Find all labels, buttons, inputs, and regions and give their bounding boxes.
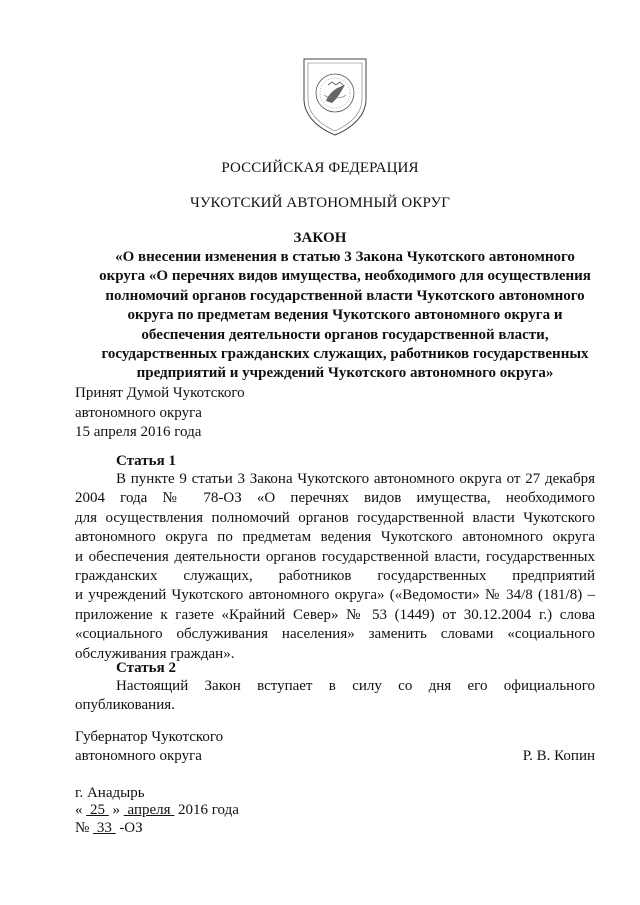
article-1-line: и учреждений Чукотского автономного округа» («Ведомости» № 34/8 (181/8) – (75, 587, 595, 604)
document-type: ЗАКОН (293, 230, 347, 246)
date-month: апреля (127, 802, 171, 818)
article-2-line: Настоящий Закон вступает в силу со дня его официального (116, 678, 595, 694)
article-1-line: для осуществления полномочий органов государственной власти Чукотского (75, 509, 595, 526)
article-1-line: В пункте 9 статьи 3 Закона Чукотского автономного округа от 27 декабря (116, 471, 595, 487)
number-suffix: -ОЗ (119, 820, 143, 836)
city: г. Анадырь (75, 785, 145, 801)
signatory-name: Р. В. Копин (522, 748, 595, 764)
country-name: РОССИЙСКАЯ ФЕДЕРАЦИЯ (221, 160, 419, 176)
title-line: полномочий органов государственной власти Чукотского автономного (105, 287, 585, 304)
title-line: предприятий и учреждений Чукотского автономного округа» (136, 365, 554, 382)
article-1-text (75, 470, 595, 664)
article-1-line: и обеспечения деятельности органов государственной власти, государственных (75, 548, 595, 565)
adopted-date: 15 апреля 2016 года (75, 424, 202, 440)
article-1-line: приложение к газете «Крайний Север» № 53 (1449) от 30.12.2004 г.) слова (75, 606, 595, 623)
article-2-text (75, 677, 595, 716)
title-line: государственных гражданских служащих, работников государственных (101, 346, 589, 363)
title-line: округа «О перечнях видов имущества, необходимого для осуществления (99, 268, 591, 285)
article-1-line: гражданских служащих, работников государственных предприятий (75, 568, 595, 585)
law-title (75, 248, 615, 384)
date-quote: » (112, 802, 120, 818)
law-number (75, 820, 143, 837)
article-2-heading: Статья 2 (116, 660, 176, 676)
title-line: «О внесении изменения в статью 3 Закона Чукотского автономного (115, 249, 575, 265)
signatory-position: автономного округа (75, 748, 202, 764)
signing-date (75, 802, 239, 819)
date-quote: « (75, 802, 83, 818)
title-line: округа по предметам ведения Чукотского автономного округа и (127, 307, 563, 324)
coat-of-arms-icon (298, 55, 372, 137)
signatory-position: Губернатор Чукотского (75, 729, 224, 745)
article-1-heading: Статья 1 (116, 453, 176, 469)
adopted-line: автономного округа (75, 405, 202, 421)
article-1-line: «социального обслуживания населения» заменить словами «социального (75, 626, 595, 643)
adopted-line: Принят Думой Чукотского (75, 385, 245, 401)
article-1-line: обслуживания граждан». (75, 645, 235, 662)
article-1-line: 2004 года № 78-ОЗ «О перечнях видов имущества, необходимого (75, 490, 595, 507)
region-name: ЧУКОТСКИЙ АВТОНОМНЫЙ ОКРУГ (189, 195, 451, 211)
number-sign: № (75, 820, 90, 836)
date-day: 25 (90, 802, 105, 818)
title-line: обеспечения деятельности органов государственной власти, (141, 326, 549, 343)
article-2-line: опубликования. (75, 697, 175, 714)
date-year: 2016 года (178, 802, 239, 818)
number-value: 33 (96, 820, 112, 836)
article-1-line: автономного округа по предметам ведения Чукотского автономного округа (75, 529, 595, 546)
